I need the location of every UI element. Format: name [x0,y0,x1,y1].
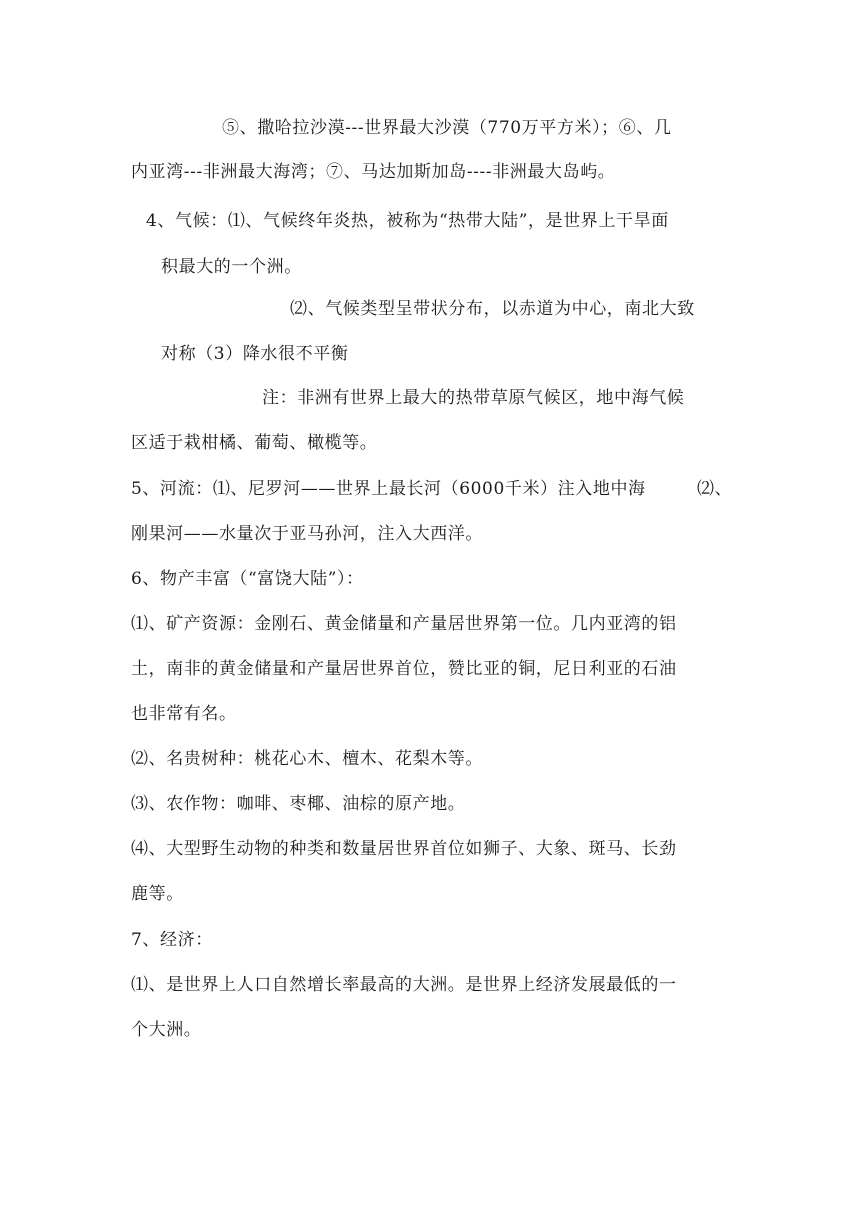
text-line: 区适于栽柑橘、葡萄、橄榄等。 [131,433,378,453]
text-line: 内亚湾---非洲最大海湾；⑦、马达加斯加岛----非洲最大岛屿。 [131,162,616,182]
text-line: 刚果河——水量次于亚马孙河，注入大西洋。 [131,524,483,544]
text-line: ⑵、气候类型呈带状分布，以赤道为中心，南北大致 [290,299,695,319]
text-line: 对称（3）降水很不平衡 [161,344,349,364]
text-line: 7、经济： [131,930,213,950]
text-line: 鹿等。 [131,884,184,904]
text-line: 个大洲。 [131,1020,202,1040]
text-line: 注：非洲有世界上最大的热带草原气候区，地中海气候 [262,388,685,408]
text-line: 5、河流：⑴、尼罗河——世界上最长河（6000千米）注入地中海 [131,479,646,499]
text-line: ⑵、 [697,479,733,499]
text-line: 4、气候：⑴、气候终年炎热，被称为“热带大陆”，是世界上干旱面 [146,211,669,231]
text-line: ⑴、是世界上人口自然增长率最高的大洲。是世界上经济发展最低的一 [131,975,677,995]
text-line: ⑤、撒哈拉沙漠---世界最大沙漠（770万平方米）；⑥、几 [222,118,672,138]
text-line: ⑷、大型野生动物的种类和数量居世界首位如狮子、大象、斑马、长劲 [131,839,677,859]
text-line: ⑴、矿产资源：金刚石、黄金储量和产量居世界第一位。几内亚湾的铝 [131,614,677,634]
text-line: ⑶、农作物：咖啡、枣椰、油棕的原产地。 [131,794,466,814]
text-line: ⑵、名贵树种：桃花心木、檀木、花梨木等。 [131,749,483,769]
text-line: 积最大的一个洲。 [161,257,302,277]
text-line: 也非常有名。 [131,704,237,724]
text-line: 6、物产丰富（“富饶大陆”）： [131,569,364,589]
text-line: 土，南非的黄金储量和产量居世界首位，赞比亚的铜，尼日利亚的石油 [131,659,677,679]
